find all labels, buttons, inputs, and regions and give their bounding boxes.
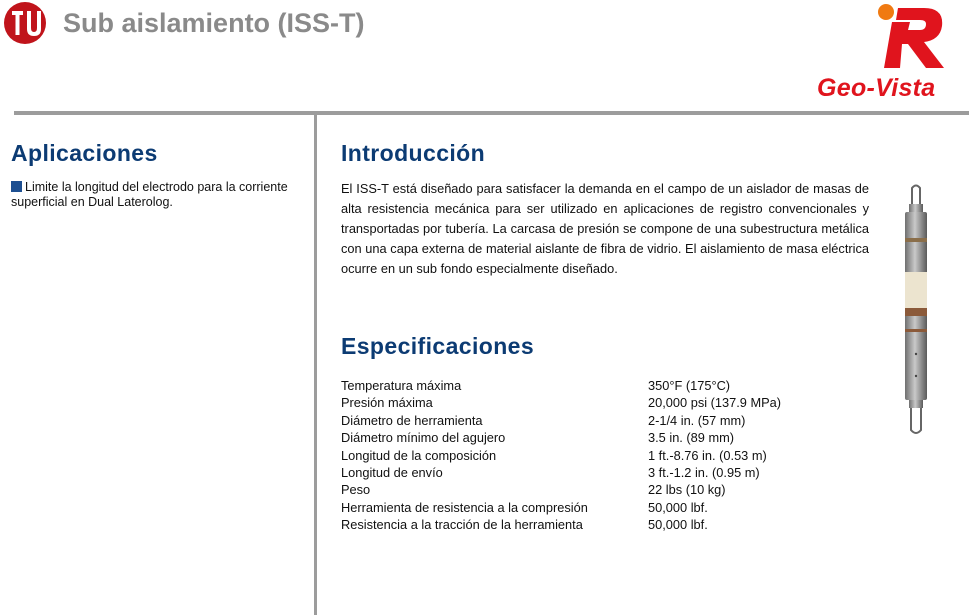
spec-row — [341, 447, 781, 464]
spec-value: 1 ft.-8.76 in. (0.53 m) — [648, 447, 767, 463]
spec-row — [341, 516, 781, 533]
introduction-text: El ISS-T está diseñado para satisfacer la demanda en el campo de un aislador de masas de alta resistencia mecánica para ser utilizado en aplicaciones de registro convencionales y transportadas por tubería. La carcasa de presión se compone de una subestructura metálica con una capa externa de material aislante de fibra de vidrio. El aislamiento de masa eléctrica ocurre en un sub fondo especialmente diseñado. — [341, 181, 869, 276]
spec-name: Diámetro mínimo del agujero — [341, 430, 506, 446]
spec-name: Herramienta de resistencia a la compresión — [341, 499, 588, 515]
header-divider — [14, 111, 969, 115]
spec-row — [341, 464, 781, 481]
spec-value: 3 ft.-1.2 in. (0.95 m) — [648, 465, 760, 481]
spec-value: 3.5 in. (89 mm) — [648, 430, 735, 446]
applications-heading: Aplicaciones — [11, 140, 158, 166]
company-logo-icon — [4, 2, 46, 44]
geo-vista-logo-icon — [862, 0, 952, 68]
introduction-heading: Introducción — [341, 140, 486, 166]
spec-value: 2-1/4 in. (57 mm) — [648, 412, 746, 428]
spec-row — [341, 412, 781, 429]
spec-row — [341, 429, 781, 446]
spec-value: 350°F (175°C) — [648, 378, 731, 393]
spec-value: 20,000 psi (137.9 MPa) — [648, 395, 782, 411]
spec-row — [341, 481, 781, 498]
spec-value: 50,000 lbf. — [648, 499, 708, 515]
spec-row — [341, 499, 781, 516]
spec-name: Resistencia a la tracción de la herramienta — [341, 517, 583, 533]
brand-name: Geo-Vista — [817, 74, 936, 102]
spec-name: Longitud de envío — [341, 465, 443, 481]
spec-name: Presión máxima — [341, 395, 433, 411]
spec-value: 50,000 lbf. — [648, 517, 708, 533]
application-item-text: Limite la longitud del electrodo para la corriente superficial en Dual Laterolog. — [11, 180, 288, 209]
spec-name: Diámetro de herramienta — [341, 412, 483, 428]
iss-t-tool-image — [896, 184, 936, 436]
specifications-table — [341, 377, 781, 534]
application-list-item — [11, 180, 301, 210]
specifications-heading: Especificaciones — [341, 333, 535, 359]
column-divider — [314, 113, 317, 615]
bullet-square-icon — [11, 181, 22, 192]
spec-name: Longitud de la composición — [341, 447, 497, 463]
spec-row — [341, 377, 781, 394]
spec-row — [341, 394, 781, 411]
page-title: Sub aislamiento (ISS-T) — [63, 8, 365, 38]
spec-name: Temperatura máxima — [341, 378, 462, 393]
spec-value: 22 lbs (10 kg) — [648, 482, 726, 498]
spec-name: Peso — [341, 482, 371, 498]
